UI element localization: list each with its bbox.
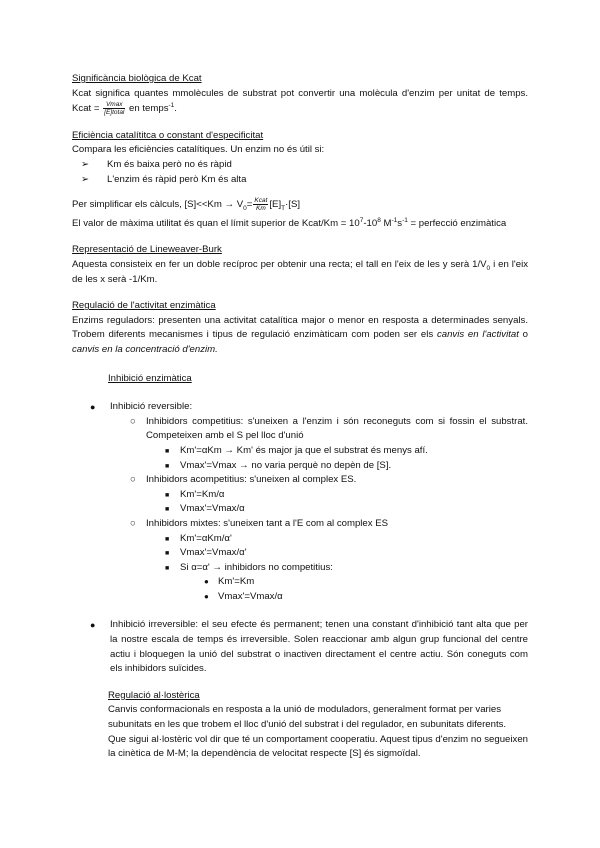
list-item-text: Inhibició reversible: — [110, 401, 193, 413]
bullet-icon: ● — [90, 402, 96, 413]
efficiency-list — [72, 158, 528, 187]
list-item-text: Km és baixa però no és ràpid — [107, 159, 232, 170]
circle-bullet-icon: ○ — [130, 517, 136, 529]
section-kcat — [72, 72, 528, 117]
arrow-bullet-icon: ➢ — [81, 159, 90, 170]
list-item-text: Si α=α' → inhibidors no competitius: — [180, 561, 333, 573]
regulation-italic-2: canvis en la concentració d'enzim. — [72, 343, 218, 355]
circle-bullet-icon: ○ — [130, 415, 136, 427]
list-item-text: Inhibidors competitius: s'uneixen a l'enzim i són reconeguts com si fossin el substrat. Competeixen amb el S pel lloc d'unió — [146, 415, 528, 442]
list-item-text: Vmax'=Vmax/α — [218, 590, 283, 602]
fraction-numerator: Kcat — [254, 197, 268, 205]
regulation-body — [72, 314, 528, 358]
kcat-fraction — [103, 101, 125, 116]
list-item-mixed — [72, 517, 528, 532]
arrow-bullet-icon: ➢ — [81, 173, 90, 185]
square-bullet-icon: ■ — [165, 506, 170, 514]
section-efficiency — [72, 129, 528, 232]
list-item — [72, 575, 528, 590]
square-bullet-icon: ■ — [165, 491, 170, 499]
allosteric-para-1: Canvis conformacionals en resposta a la unió de moduladors, generalment format per varies subunitats en les que trobem el lloc d'unió del substrat i del regulador, en subunitats diferents. — [108, 704, 507, 731]
simplify-text-3: ·[S] — [285, 199, 301, 211]
limit-text: = perfecció enzimàtica — [407, 217, 507, 229]
limit-sup: 7 — [359, 216, 364, 224]
allosteric-block — [108, 689, 528, 762]
lineweaver-text: Aquesta consisteix en fer un doble recíproc per obtenir una recta; el tall en l'eix de les y serà 1/V — [72, 259, 487, 270]
list-item — [72, 459, 528, 474]
list-item-text: L'enzim és ràpid però Km és alta — [107, 173, 247, 185]
list-item-text: Km'=Km — [218, 576, 255, 588]
simplify-text: Per simplificar els càlculs, [S]<<Km → V — [72, 199, 244, 211]
allosteric-title: Regulació al·lostèrica — [108, 689, 200, 701]
simplify-equals: = — [246, 199, 253, 211]
bullet-icon: ● — [204, 591, 209, 601]
list-item-reversible — [72, 400, 528, 415]
list-item — [72, 532, 528, 547]
square-bullet-icon: ■ — [165, 535, 170, 543]
list-item-text: Vmax'=Vmax/α — [180, 503, 245, 515]
list-item — [72, 488, 528, 503]
bullet-icon: ● — [204, 577, 209, 587]
limit-text: -10 — [363, 217, 378, 229]
section-title-regulation: Regulació de l'activitat enzimàtica — [72, 300, 216, 312]
list-item-text: Vmax'=Vmax → no varia perquè no depèn de [S]. — [180, 459, 392, 471]
list-item-text: Km'=αKm → Km' és major ja que el substrat és menys afí. — [180, 444, 428, 456]
simplify-subscript-2: T — [281, 205, 286, 213]
efficiency-intro: Compara les eficiències catalítiques. Un enzim no és útil si: — [72, 144, 325, 156]
kcat-text-2: en temps — [126, 103, 169, 115]
limit-sup: -1 — [391, 216, 398, 224]
kcat-superscript: -1 — [168, 102, 175, 110]
list-item-text: Inhibidors mixtes: s'uneixen tant a l'E com al complex ES — [146, 517, 389, 529]
limit-sup: 8 — [377, 216, 381, 224]
list-item-uncompetitive — [72, 473, 528, 488]
list-item — [72, 590, 528, 605]
square-bullet-icon: ■ — [165, 447, 170, 455]
simplify-line — [72, 197, 528, 213]
list-item — [72, 158, 528, 173]
lineweaver-subscript: 0 — [486, 264, 491, 272]
simplify-fraction — [253, 197, 268, 212]
regulation-text-2: o — [518, 329, 528, 341]
square-bullet-icon: ■ — [165, 462, 170, 470]
lineweaver-body — [72, 258, 528, 287]
list-item-irreversible — [72, 618, 528, 676]
regulation-italic: canvis en l'activitat — [436, 329, 519, 341]
kcat-text: Kcat significa quantes mmolècules de substrat pot convertir una molècula d'enzim per unitat de temps. Kcat = — [72, 87, 528, 115]
section-regulation — [72, 299, 528, 762]
lineweaver-text-2: i en l'eix de les x serà -1/Km. — [72, 259, 528, 285]
allosteric-para-2: Que sigui al·lostèric vol dir que té un comportament cooperatiu. Aquest tipus d'enzim no segueixen la cinètica de M-M; la dependència de velocitat respecte [S] és sigmoïdal. — [108, 733, 528, 760]
inhibition-title: Inhibició enzimàtica — [108, 372, 192, 384]
kcat-text-3: . — [174, 103, 177, 115]
simplify-text-2: [E] — [269, 199, 282, 211]
limit-sup: -1 — [402, 216, 408, 224]
list-item-text: Inhibidors acompetitius: s'uneixen al complex ES. — [146, 474, 357, 486]
kcat-body — [72, 87, 528, 117]
list-item-text: Km'=Km/α — [180, 488, 225, 500]
list-item — [72, 546, 528, 561]
fraction-numerator: Vmax — [103, 101, 125, 109]
bullet-icon: ● — [90, 620, 96, 631]
fraction-denominator: [E]total — [104, 109, 125, 117]
limit-text: El valor de màxima utilitat és quan el límit superior de Kcat/Km = 10 — [72, 217, 360, 229]
section-lineweaver — [72, 243, 528, 287]
limit-text: s — [397, 217, 403, 229]
list-item-competitive — [72, 415, 528, 444]
list-item-text: Vmax'=Vmax/α' — [180, 547, 247, 559]
limit-text: M — [380, 217, 392, 229]
list-item — [72, 561, 528, 576]
circle-bullet-icon: ○ — [130, 474, 136, 486]
list-item-text: Inhibició irreversible: el seu efecte és permanent; tenen una constant d'inhibició tant alta que per la nostre escala de temps és irreversible. Solen reaccionar amb algun grup funcional del centre actiu i bloquegen la unió del substrat o inactiven directament el centre actiu. Són coneguts com els inhibidors suïcides. — [110, 619, 528, 675]
limit-line — [72, 217, 528, 232]
regulation-text: Enzims reguladors: presenten una activitat catalítica major o menor en resposta a determinades senyals. Trobem diferents mecanismes i tipus de regulació enzimàticam com poden ser els — [72, 314, 528, 341]
simplify-subscript: 0 — [243, 205, 247, 213]
list-item — [72, 173, 528, 188]
square-bullet-icon: ■ — [165, 564, 170, 572]
list-item — [72, 502, 528, 517]
section-title-kcat: Significància biològica de Kcat — [72, 73, 202, 84]
inhibition-list — [72, 400, 528, 677]
fraction-denominator: Km — [256, 205, 266, 213]
list-item — [72, 444, 528, 459]
square-bullet-icon: ■ — [165, 550, 170, 558]
list-item-text: Km'=αKm/α' — [180, 532, 232, 544]
section-title-lineweaver: Representació de Lineweaver-Burk — [72, 244, 222, 256]
section-title-efficiency: Eficiència catalítitca o constant d'especificitat — [72, 129, 264, 141]
